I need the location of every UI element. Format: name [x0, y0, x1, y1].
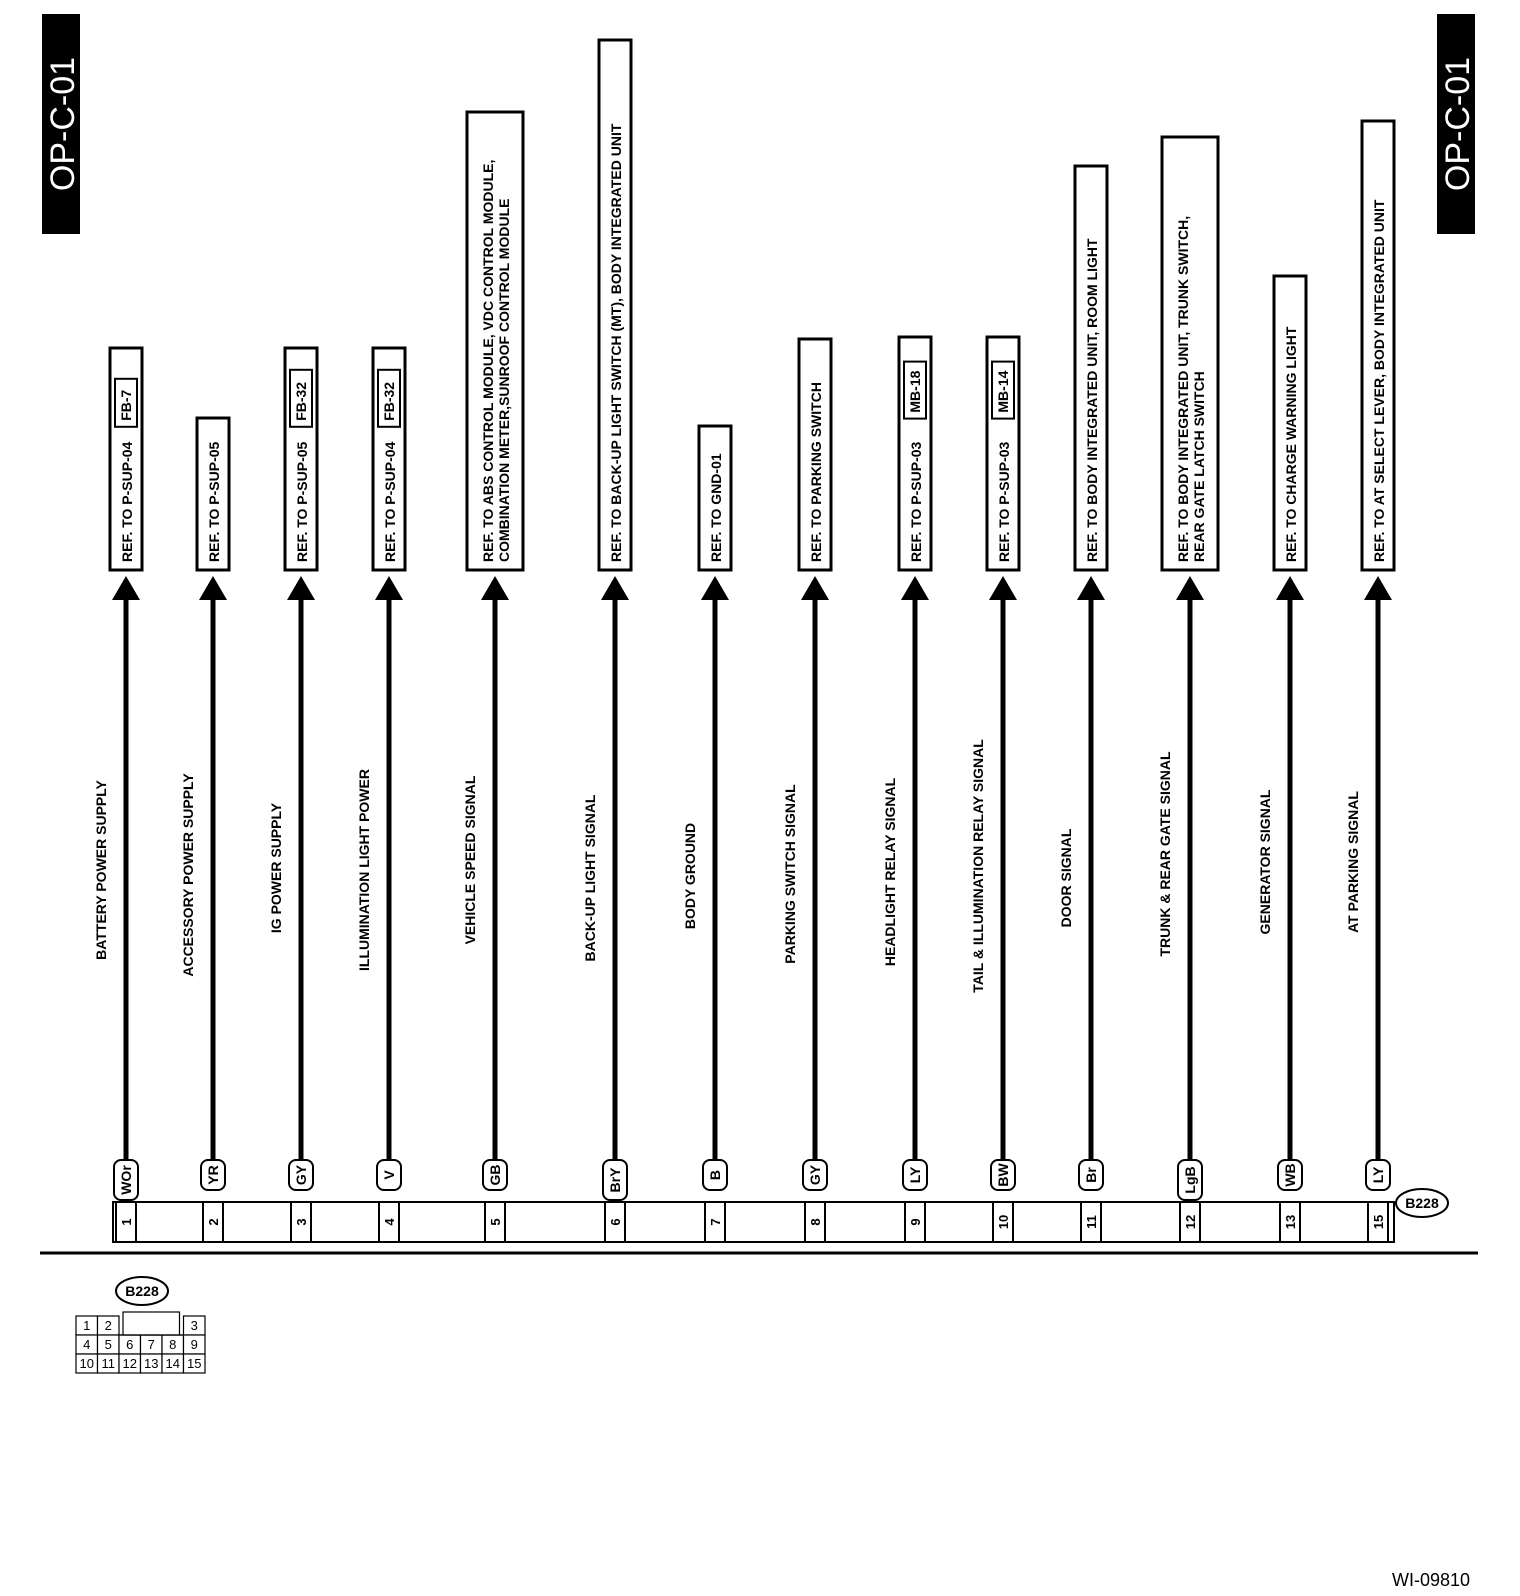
pin-number: 4 — [382, 1218, 397, 1226]
wire-3 — [268, 348, 317, 1190]
arrow-head — [112, 576, 140, 600]
pin-number: 1 — [119, 1218, 134, 1226]
grid-cell-label: 3 — [190, 1318, 198, 1333]
wire-color-code: Br — [1083, 1167, 1099, 1183]
grid-cell-label: 10 — [79, 1356, 94, 1371]
grid-cell-label: 6 — [126, 1337, 134, 1352]
ref-text: REF. TO PARKING SWITCH — [808, 382, 824, 562]
pin-number: 15 — [1371, 1214, 1386, 1230]
wire-7 — [682, 426, 731, 1190]
ref-text: REF. TO P-SUP-05 — [206, 441, 222, 562]
connector-id-tag — [1396, 1189, 1448, 1217]
wire-15 — [1345, 121, 1394, 1190]
grid-cell-label: 13 — [144, 1356, 159, 1371]
wire-function-label: AT PARKING SIGNAL — [1345, 791, 1361, 933]
pin-number: 2 — [206, 1218, 221, 1226]
wire-color-code: YR — [205, 1165, 221, 1185]
pin-number: 8 — [808, 1218, 823, 1226]
page-tab-right-label: OP-C-01 — [1439, 56, 1477, 192]
grid-cell-label: 2 — [104, 1318, 112, 1333]
arrow-head — [801, 576, 829, 600]
wire-1 — [93, 348, 142, 1200]
connector-id-label: B228 — [1405, 1195, 1439, 1211]
wire-5 — [462, 112, 523, 1190]
grid-cell-label: 11 — [101, 1356, 115, 1371]
ref-code-text: FB-32 — [293, 381, 309, 421]
arrow-head — [481, 576, 509, 600]
ref-text: REF. TO BODY INTEGRATED UNIT, TRUNK SWITCH, — [1175, 215, 1191, 562]
pin-number: 5 — [488, 1218, 503, 1226]
ref-text: REAR GATE LATCH SWITCH — [1191, 371, 1207, 562]
wire-color-code: WB — [1282, 1163, 1298, 1187]
pin-number: 6 — [608, 1218, 623, 1226]
wire-color-code: BW — [995, 1163, 1011, 1187]
grid-cell-label: 1 — [83, 1318, 91, 1333]
wire-function-label: BACK-UP LIGHT SIGNAL — [582, 794, 598, 962]
page-tab-left-label: OP-C-01 — [44, 56, 82, 192]
arrow-head — [1364, 576, 1392, 600]
pin-number: 9 — [908, 1218, 923, 1226]
wire-10 — [970, 337, 1019, 1190]
wire-11 — [1058, 166, 1107, 1190]
ref-code-text: MB-18 — [907, 370, 923, 413]
wire-4 — [356, 348, 405, 1190]
wire-13 — [1257, 276, 1306, 1190]
ref-text: REF. TO GND-01 — [708, 453, 724, 562]
wire-function-label: GENERATOR SIGNAL — [1257, 789, 1273, 935]
arrow-head — [901, 576, 929, 600]
arrow-head — [199, 576, 227, 600]
wire-color-code: GY — [293, 1164, 309, 1186]
arrow-head — [375, 576, 403, 600]
arrow-head — [601, 576, 629, 600]
wire-color-code: V — [381, 1170, 397, 1180]
wire-function-label: PARKING SWITCH SIGNAL — [782, 784, 798, 964]
ref-text: REF. TO P-SUP-05 — [294, 441, 310, 562]
wire-function-label: BATTERY POWER SUPPLY — [93, 780, 109, 960]
wire-group — [93, 40, 1394, 1200]
wire-function-label: BODY GROUND — [682, 822, 698, 930]
ref-code-text: FB-7 — [118, 389, 134, 421]
arrow-head — [1176, 576, 1204, 600]
ref-text: REF. TO P-SUP-03 — [996, 441, 1012, 562]
ref-code-text: MB-14 — [995, 370, 1011, 413]
grid-cell-label: 8 — [169, 1337, 177, 1352]
arrow-head — [287, 576, 315, 600]
wire-color-code: B — [707, 1169, 723, 1181]
wire-function-label: ILLUMINATION LIGHT POWER — [356, 769, 372, 971]
wire-color-code: LY — [907, 1166, 923, 1184]
arrow-head — [701, 576, 729, 600]
ref-text: REF. TO P-SUP-04 — [119, 441, 135, 562]
wire-function-label: IG POWER SUPPLY — [268, 802, 284, 934]
pin-number: 7 — [708, 1218, 723, 1226]
page-tab-left — [42, 14, 82, 234]
connector-keyway — [123, 1312, 180, 1335]
wire-function-label: TAIL & ILLUMINATION RELAY SIGNAL — [970, 739, 986, 993]
wire-2 — [180, 418, 229, 1190]
grid-cell-label: 7 — [147, 1337, 155, 1352]
pin-number: 3 — [294, 1218, 309, 1226]
wire-6 — [582, 40, 631, 1200]
ref-code-text: FB-32 — [381, 381, 397, 421]
grid-cell-label: 14 — [165, 1356, 180, 1371]
pin-number: 13 — [1283, 1214, 1298, 1230]
wire-function-label: VEHICLE SPEED SIGNAL — [462, 775, 478, 945]
grid-cell-label: 9 — [190, 1337, 198, 1352]
ref-text: COMBINATION METER,SUNROOF CONTROL MODULE — [496, 198, 512, 562]
connector-face — [76, 1277, 205, 1373]
figure-id: WI-09810 — [1391, 1570, 1470, 1590]
wire-color-code: BrY — [607, 1167, 623, 1193]
wire-12 — [1157, 137, 1218, 1200]
ref-text: REF. TO ABS CONTROL MODULE, VDC CONTROL MODULE, — [480, 159, 496, 562]
wire-9 — [882, 337, 931, 1190]
ref-text: REF. TO BACK-UP LIGHT SWITCH (MT), BODY INTEGRATED UNIT — [608, 123, 624, 562]
grid-cell-label: 15 — [187, 1356, 202, 1371]
arrow-head — [1077, 576, 1105, 600]
pin-number: 11 — [1084, 1215, 1099, 1229]
ref-text: REF. TO P-SUP-03 — [908, 441, 924, 562]
page-tab-right — [1437, 14, 1477, 234]
wire-function-label: HEADLIGHT RELAY SIGNAL — [882, 777, 898, 967]
ref-text: REF. TO P-SUP-04 — [382, 441, 398, 562]
grid-cell-label: 12 — [122, 1356, 137, 1371]
wire-color-code: LgB — [1182, 1166, 1198, 1194]
arrow-head — [989, 576, 1017, 600]
ref-text: REF. TO AT SELECT LEVER, BODY INTEGRATED UNIT — [1371, 199, 1387, 562]
pin-number: 10 — [996, 1214, 1011, 1230]
grid-cell-label: 5 — [104, 1337, 112, 1352]
connector-face-grid — [76, 1312, 205, 1373]
connector-face-id: B228 — [125, 1283, 159, 1299]
wire-function-label: TRUNK & REAR GATE SIGNAL — [1157, 751, 1173, 957]
wire-function-label: ACCESSORY POWER SUPPLY — [180, 773, 196, 977]
wire-color-code: LY — [1370, 1166, 1386, 1184]
pin-number: 12 — [1183, 1214, 1198, 1230]
wire-8 — [782, 339, 831, 1190]
wire-function-label: DOOR SIGNAL — [1058, 828, 1074, 928]
wire-color-code: GB — [487, 1164, 503, 1186]
ref-text: REF. TO BODY INTEGRATED UNIT, ROOM LIGHT — [1084, 238, 1100, 562]
wire-color-code: WOr — [118, 1165, 134, 1195]
grid-cell-label: 4 — [83, 1337, 91, 1352]
arrow-head — [1276, 576, 1304, 600]
ref-text: REF. TO CHARGE WARNING LIGHT — [1283, 326, 1299, 562]
pin-group — [116, 1202, 1388, 1242]
wire-color-code: GY — [807, 1164, 823, 1186]
